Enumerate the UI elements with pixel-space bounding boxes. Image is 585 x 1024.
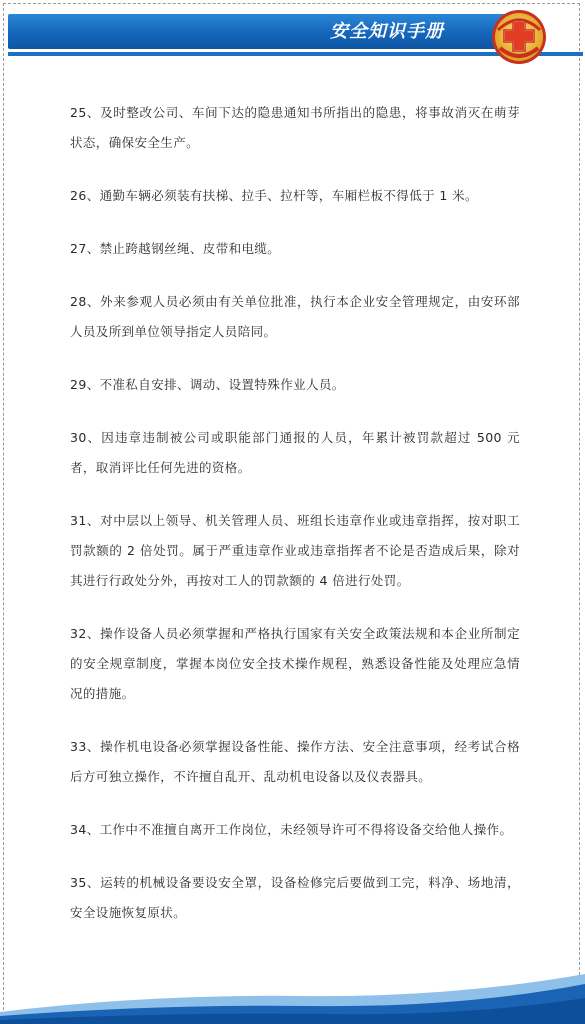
rule-item-31: 31、对中层以上领导、机关管理人员、班组长违章作业或违章指挥，按对职工罚款额的 2 倍处罚。属于严重违章作业或违章指挥者不论是否造成后果，除对其进行行政处分外，再按对工人的罚款额的 4 倍进行处罚。 (70, 513, 520, 588)
rule-item-34: 34、工作中不准擅自离开工作岗位，未经领导许可不得将设备交给他人操作。 (70, 822, 513, 837)
rule-item-26: 26、通勤车辆必须装有扶梯、拉手、拉杆等，车厢栏板不得低于 1 米。 (70, 188, 478, 203)
rule-item-35: 35、运转的机械设备要设安全罩，设备检修完后要做到工完，料净、场地清，安全设施恢复原状。 (70, 875, 520, 920)
rule-item-33: 33、操作机电设备必须掌握设备性能、操作方法、安全注意事项，经考试合格后方可独立操作，不许擅自乱开、乱动机电设备以及仪表器具。 (70, 739, 520, 784)
rule-item-30: 30、因违章违制被公司或职能部门通报的人员，年累计被罚款超过 500 元者，取消评比任何先进的资格。 (70, 430, 520, 475)
rule-item-25: 25、及时整改公司、车间下达的隐患通知书所指出的隐患，将事故消灭在萌芽状态，确保安全生产。 (70, 105, 520, 150)
rule-item-27: 27、禁止跨越钢丝绳、皮带和电缆。 (70, 241, 281, 256)
handbook-title: 安全知识手册 (330, 21, 444, 42)
rule-item-28: 28、外来参观人员必须由有关单位批准，执行本企业安全管理规定，由安环部人员及所到单位领导指定人员陪同。 (70, 294, 520, 339)
safety-cross-emblem-icon (488, 8, 550, 66)
footer-wave (0, 954, 585, 1024)
rule-item-32: 32、操作设备人员必须掌握和严格执行国家有关安全政策法规和本企业所制定的安全规章制度，掌握本岗位安全技术操作规程，熟悉设备性能及处理应急情况的措施。 (70, 626, 520, 701)
rule-item-29: 29、不准私自安排、调动、设置特殊作业人员。 (70, 377, 345, 392)
rules-list (70, 98, 520, 951)
